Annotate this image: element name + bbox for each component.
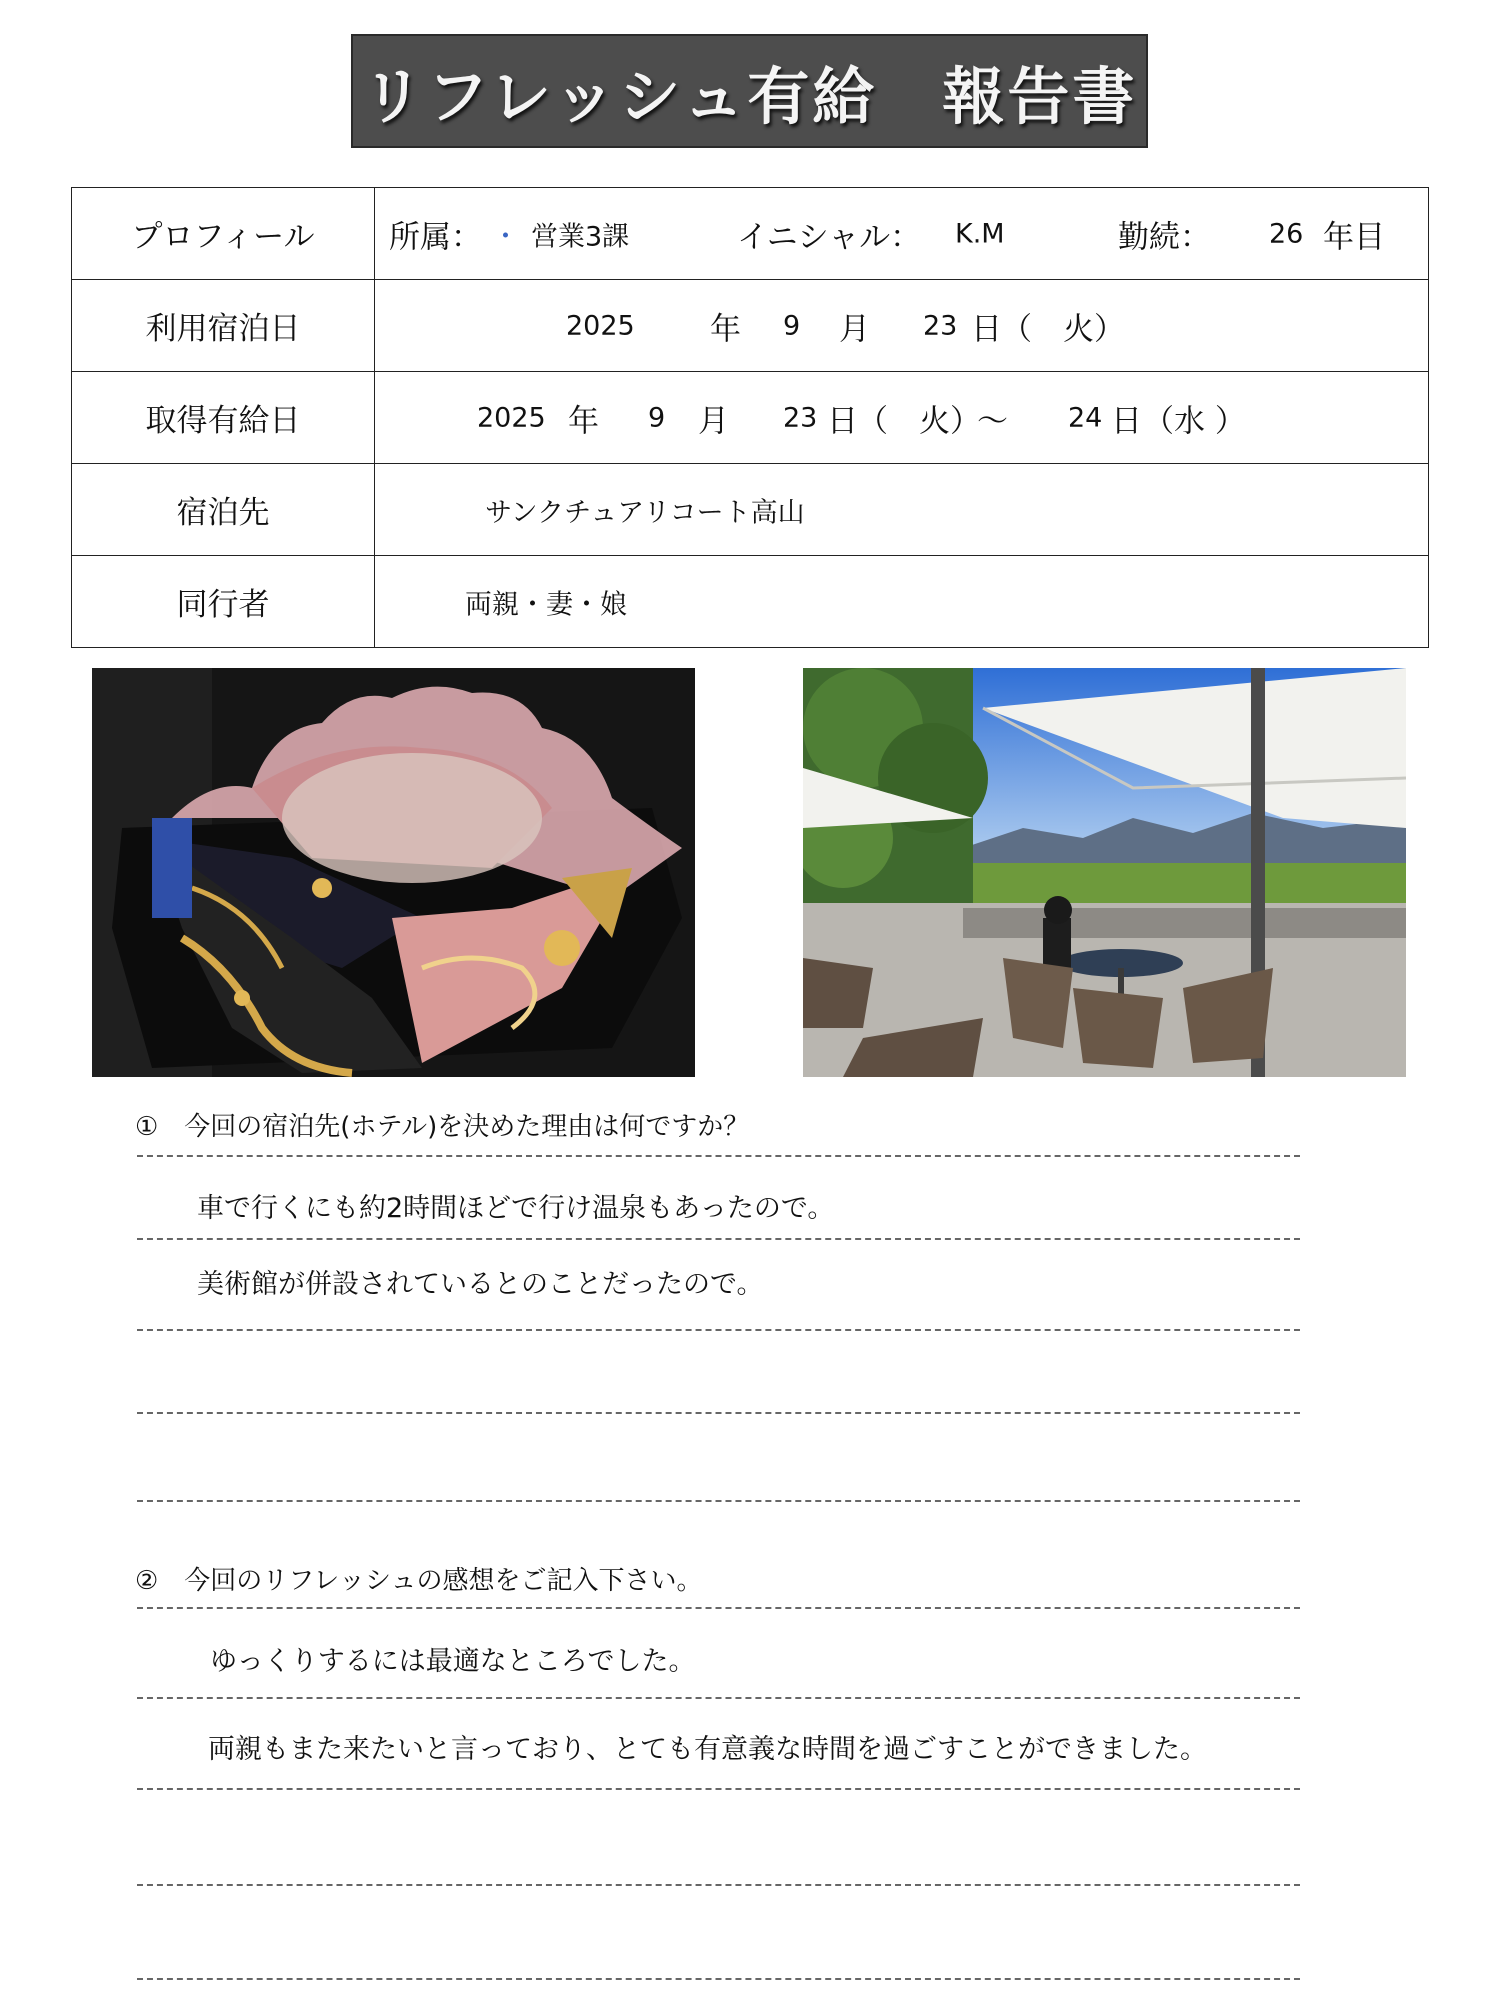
leave-start-day-unit: 日	[827, 403, 858, 439]
stay-month-unit: 月	[839, 311, 870, 347]
report-title-banner	[351, 34, 1148, 148]
leave-start-weekday: （ 火）	[857, 403, 981, 439]
leave-year-unit: 年	[568, 403, 599, 439]
tenure-unit: 年目	[1323, 219, 1385, 255]
dept-label: 所属：	[389, 219, 482, 255]
profile-row	[72, 188, 1429, 280]
stay-date-label: 利用宿泊日	[72, 280, 375, 372]
answer-1-2: 美術館が併設されているとのことだったので。	[197, 1269, 764, 1300]
destination-cell	[375, 464, 1429, 556]
destination-label: 宿泊先	[72, 464, 375, 556]
tenure-label: 勤続：	[1118, 219, 1211, 255]
answer-line-1-5	[137, 1500, 1300, 1502]
dept-value: 営業3課	[531, 221, 630, 252]
stay-day: 23	[923, 310, 958, 341]
photo-hotel-terrace	[803, 668, 1406, 1077]
stay-day-unit: 日	[971, 311, 1002, 347]
leave-month: 9	[648, 402, 666, 433]
answer-line-1-1	[137, 1155, 1300, 1157]
stay-year-unit: 年	[710, 311, 741, 347]
stay-date-cell	[375, 280, 1429, 372]
companions-label: 同行者	[72, 556, 375, 648]
companions-value: 両親・妻・娘	[465, 589, 627, 620]
leave-end-day: 24	[1068, 402, 1103, 433]
dept-bullet: ・	[492, 221, 519, 252]
answer-line-2-5	[137, 1978, 1300, 1980]
profile-label: プロフィール	[72, 188, 375, 280]
tenure-value: 26	[1269, 218, 1304, 249]
stay-date-row	[72, 280, 1429, 372]
answer-2-1: ゆっくりするには最適なところでした。	[210, 1646, 696, 1677]
answer-line-1-2	[137, 1238, 1300, 1240]
stay-year: 2025	[566, 310, 635, 341]
leave-end-weekday: （水 ）	[1143, 403, 1246, 439]
leave-end-day-unit: 日	[1111, 403, 1142, 439]
profile-value-cell	[375, 188, 1429, 280]
answer-line-2-2	[137, 1697, 1300, 1699]
question-2: ② 今回のリフレッシュの感想をご記入下さい。	[135, 1566, 703, 1596]
leave-start-day: 23	[783, 402, 818, 433]
answer-2-2: 両親もまた来たいと言っており、とても有意義な時間を過ごすことができました。	[208, 1734, 1207, 1765]
question-1: ① 今回の宿泊先(ホテル)を決めた理由は何ですか？	[135, 1112, 750, 1142]
answer-line-2-3	[137, 1788, 1300, 1790]
companions-cell	[375, 556, 1429, 648]
answer-1-1: 車で行くにも約2時間ほどで行け温泉もあったので。	[197, 1193, 835, 1224]
initial-value: K.M	[955, 218, 1005, 249]
answer-line-2-4	[137, 1884, 1300, 1886]
leave-dates-row	[72, 372, 1429, 464]
destination-value: サンクチュアリコート高山	[485, 497, 805, 528]
leave-dates-cell	[375, 372, 1429, 464]
companions-row	[72, 556, 1429, 648]
answer-line-1-4	[137, 1412, 1300, 1414]
destination-row	[72, 464, 1429, 556]
initial-label: イニシャル：	[737, 219, 922, 255]
leave-month-unit: 月	[698, 403, 729, 439]
report-title: リフレッシュ有給 報告書	[361, 59, 1138, 133]
stay-weekday: （ 火）	[1001, 311, 1125, 347]
leave-dates-label: 取得有給日	[72, 372, 375, 464]
stay-month: 9	[783, 310, 801, 341]
photo-lacquer-fan-dish	[92, 668, 695, 1077]
leave-year: 2025	[477, 402, 546, 433]
answer-line-2-1	[137, 1607, 1300, 1609]
info-table	[71, 187, 1429, 648]
answer-line-1-3	[137, 1329, 1300, 1331]
leave-tilde: ～	[977, 403, 1008, 439]
